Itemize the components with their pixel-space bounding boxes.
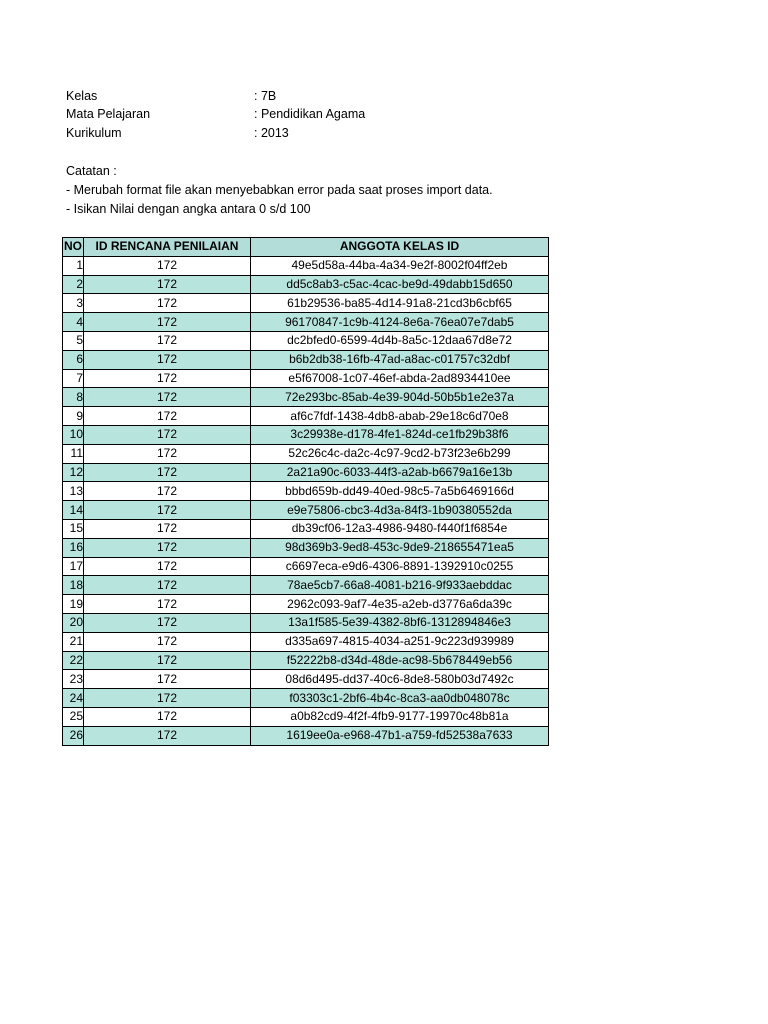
info-label: Kurikulum [66,126,122,140]
cell-anggota-kelas-id[interactable]: 52c26c4c-da2c-4c97-9cd2-b73f23e6b299 [251,444,549,463]
data-table [62,237,549,746]
cell-id-rencana-penilaian[interactable]: 172 [84,425,251,444]
cell-id-rencana-penilaian[interactable]: 172 [84,444,251,463]
cell-id-rencana-penilaian[interactable]: 172 [84,726,251,745]
table-row[interactable] [63,689,549,708]
cell-no[interactable]: 19 [63,595,84,614]
cell-id-rencana-penilaian[interactable]: 172 [84,482,251,501]
cell-no[interactable]: 21 [63,632,84,651]
cell-anggota-kelas-id[interactable]: dd5c8ab3-c5ac-4cac-be9d-49dabb15d650 [251,275,549,294]
table-row[interactable] [63,670,549,689]
cell-no[interactable]: 15 [63,519,84,538]
info-label: Mata Pelajaran [66,107,151,121]
cell-id-rencana-penilaian[interactable]: 172 [84,689,251,708]
cell-no[interactable]: 26 [63,726,84,745]
notes-title: Catatan : [66,164,117,178]
cell-id-rencana-penilaian[interactable]: 172 [84,275,251,294]
cell-anggota-kelas-id[interactable]: e9e75806-cbc3-4d3a-84f3-1b90380552da [251,501,549,520]
table-row[interactable] [63,482,549,501]
cell-anggota-kelas-id[interactable]: dc2bfed0-6599-4d4b-8a5c-12daa67d8e72 [251,331,549,350]
cell-no[interactable]: 11 [63,444,84,463]
table-row[interactable] [63,613,549,632]
info-value: : 7B [254,89,277,103]
cell-anggota-kelas-id[interactable]: bbbd659b-dd49-40ed-98c5-7a5b6469166d [251,482,549,501]
cell-anggota-kelas-id[interactable]: 49e5d58a-44ba-4a34-9e2f-8002f04ff2eb [251,256,549,275]
cell-id-rencana-penilaian[interactable]: 172 [84,576,251,595]
info-label: Kelas [66,89,98,103]
cell-id-rencana-penilaian[interactable]: 172 [84,407,251,426]
cell-anggota-kelas-id[interactable]: 2a21a90c-6033-44f3-a2ab-b6679a16e13b [251,463,549,482]
cell-id-rencana-penilaian[interactable]: 172 [84,557,251,576]
cell-id-rencana-penilaian[interactable]: 172 [84,388,251,407]
cell-id-rencana-penilaian[interactable]: 172 [84,350,251,369]
table-row[interactable] [63,463,549,482]
table-row[interactable] [63,256,549,275]
cell-anggota-kelas-id[interactable]: 3c29938e-d178-4fe1-824d-ce1fb29b38f6 [251,425,549,444]
cell-id-rencana-penilaian[interactable]: 172 [84,331,251,350]
cell-no[interactable]: 2 [63,275,84,294]
cell-anggota-kelas-id[interactable]: a0b82cd9-4f2f-4fb9-9177-19970c48b81a [251,707,549,726]
cell-anggota-kelas-id[interactable]: d335a697-4815-4034-a251-9c223d939989 [251,632,549,651]
cell-no[interactable]: 18 [63,576,84,595]
table-header-row [63,238,549,257]
header-id-rencana-penilaian: ID RENCANA PENILAIAN [84,238,251,257]
cell-no[interactable]: 9 [63,407,84,426]
table-row[interactable] [63,369,549,388]
info-value: : 2013 [254,126,289,140]
table-row[interactable] [63,331,549,350]
cell-id-rencana-penilaian[interactable]: 172 [84,256,251,275]
table-row[interactable] [63,350,549,369]
cell-no[interactable]: 24 [63,689,84,708]
cell-id-rencana-penilaian[interactable]: 172 [84,707,251,726]
cell-no[interactable]: 3 [63,294,84,313]
cell-anggota-kelas-id[interactable]: 78ae5cb7-66a8-4081-b216-9f933aebddac [251,576,549,595]
cell-no[interactable]: 22 [63,651,84,670]
table-row[interactable] [63,444,549,463]
cell-no[interactable]: 12 [63,463,84,482]
cell-id-rencana-penilaian[interactable]: 172 [84,651,251,670]
header-anggota-kelas-id: ANGGOTA KELAS ID [251,238,549,257]
cell-anggota-kelas-id[interactable]: b6b2db38-16fb-47ad-a8ac-c01757c32dbf [251,350,549,369]
cell-no[interactable]: 4 [63,313,84,332]
cell-no[interactable]: 10 [63,425,84,444]
cell-id-rencana-penilaian[interactable]: 172 [84,538,251,557]
cell-anggota-kelas-id[interactable]: f03303c1-2bf6-4b4c-8ca3-aa0db048078c [251,689,549,708]
cell-anggota-kelas-id[interactable]: e5f67008-1c07-46ef-abda-2ad8934410ee [251,369,549,388]
table-row[interactable] [63,275,549,294]
cell-no[interactable]: 20 [63,613,84,632]
cell-id-rencana-penilaian[interactable]: 172 [84,670,251,689]
cell-id-rencana-penilaian[interactable]: 172 [84,294,251,313]
cell-id-rencana-penilaian[interactable]: 172 [84,501,251,520]
cell-anggota-kelas-id[interactable]: 61b29536-ba85-4d14-91a8-21cd3b6cbf65 [251,294,549,313]
cell-anggota-kelas-id[interactable]: 1619ee0a-e968-47b1-a759-fd52538a7633 [251,726,549,745]
cell-anggota-kelas-id[interactable]: 08d6d495-dd37-40c6-8de8-580b03d7492c [251,670,549,689]
table-row[interactable] [63,707,549,726]
cell-id-rencana-penilaian[interactable]: 172 [84,595,251,614]
table-row[interactable] [63,651,549,670]
cell-anggota-kelas-id[interactable]: 2962c093-9af7-4e35-a2eb-d3776a6da39c [251,595,549,614]
cell-id-rencana-penilaian[interactable]: 172 [84,369,251,388]
table-row[interactable] [63,576,549,595]
cell-no[interactable]: 17 [63,557,84,576]
cell-anggota-kelas-id[interactable]: 72e293bc-85ab-4e39-904d-50b5b1e2e37a [251,388,549,407]
table-row[interactable] [63,519,549,538]
table-row[interactable] [63,595,549,614]
cell-no[interactable]: 23 [63,670,84,689]
info-value: : Pendidikan Agama [254,107,366,121]
table-row[interactable] [63,313,549,332]
cell-no[interactable]: 14 [63,501,84,520]
cell-anggota-kelas-id[interactable]: c6697eca-e9d6-4306-8891-1392910c0255 [251,557,549,576]
cell-no[interactable]: 7 [63,369,84,388]
cell-no[interactable]: 13 [63,482,84,501]
table-row[interactable] [63,726,549,745]
table-row[interactable] [63,501,549,520]
cell-no[interactable]: 8 [63,388,84,407]
table-row[interactable] [63,294,549,313]
table-row[interactable] [63,632,549,651]
cell-anggota-kelas-id[interactable]: af6c7fdf-1438-4db8-abab-29e18c6d70e8 [251,407,549,426]
note-line: - Isikan Nilai dengan angka antara 0 s/d 100 [66,202,311,216]
cell-no[interactable]: 5 [63,331,84,350]
cell-id-rencana-penilaian[interactable]: 172 [84,613,251,632]
table-row[interactable] [63,425,549,444]
table-row[interactable] [63,557,549,576]
cell-no[interactable]: 1 [63,256,84,275]
header-no: NO [63,238,84,257]
cell-no[interactable]: 25 [63,707,84,726]
table-row[interactable] [63,407,549,426]
table-row[interactable] [63,538,549,557]
cell-anggota-kelas-id[interactable]: db39cf06-12a3-4986-9480-f440f1f6854e [251,519,549,538]
cell-anggota-kelas-id[interactable]: 96170847-1c9b-4124-8e6a-76ea07e7dab5 [251,313,549,332]
cell-no[interactable]: 16 [63,538,84,557]
cell-id-rencana-penilaian[interactable]: 172 [84,632,251,651]
table-body [63,256,549,745]
cell-id-rencana-penilaian[interactable]: 172 [84,313,251,332]
cell-anggota-kelas-id[interactable]: f52222b8-d34d-48de-ac98-5b678449eb56 [251,651,549,670]
cell-anggota-kelas-id[interactable]: 98d369b3-9ed8-453c-9de9-218655471ea5 [251,538,549,557]
note-line: - Merubah format file akan menyebabkan error pada saat proses import data. [66,183,493,197]
cell-anggota-kelas-id[interactable]: 13a1f585-5e39-4382-8bf6-1312894846e3 [251,613,549,632]
cell-no[interactable]: 6 [63,350,84,369]
cell-id-rencana-penilaian[interactable]: 172 [84,463,251,482]
cell-id-rencana-penilaian[interactable]: 172 [84,519,251,538]
table-row[interactable] [63,388,549,407]
